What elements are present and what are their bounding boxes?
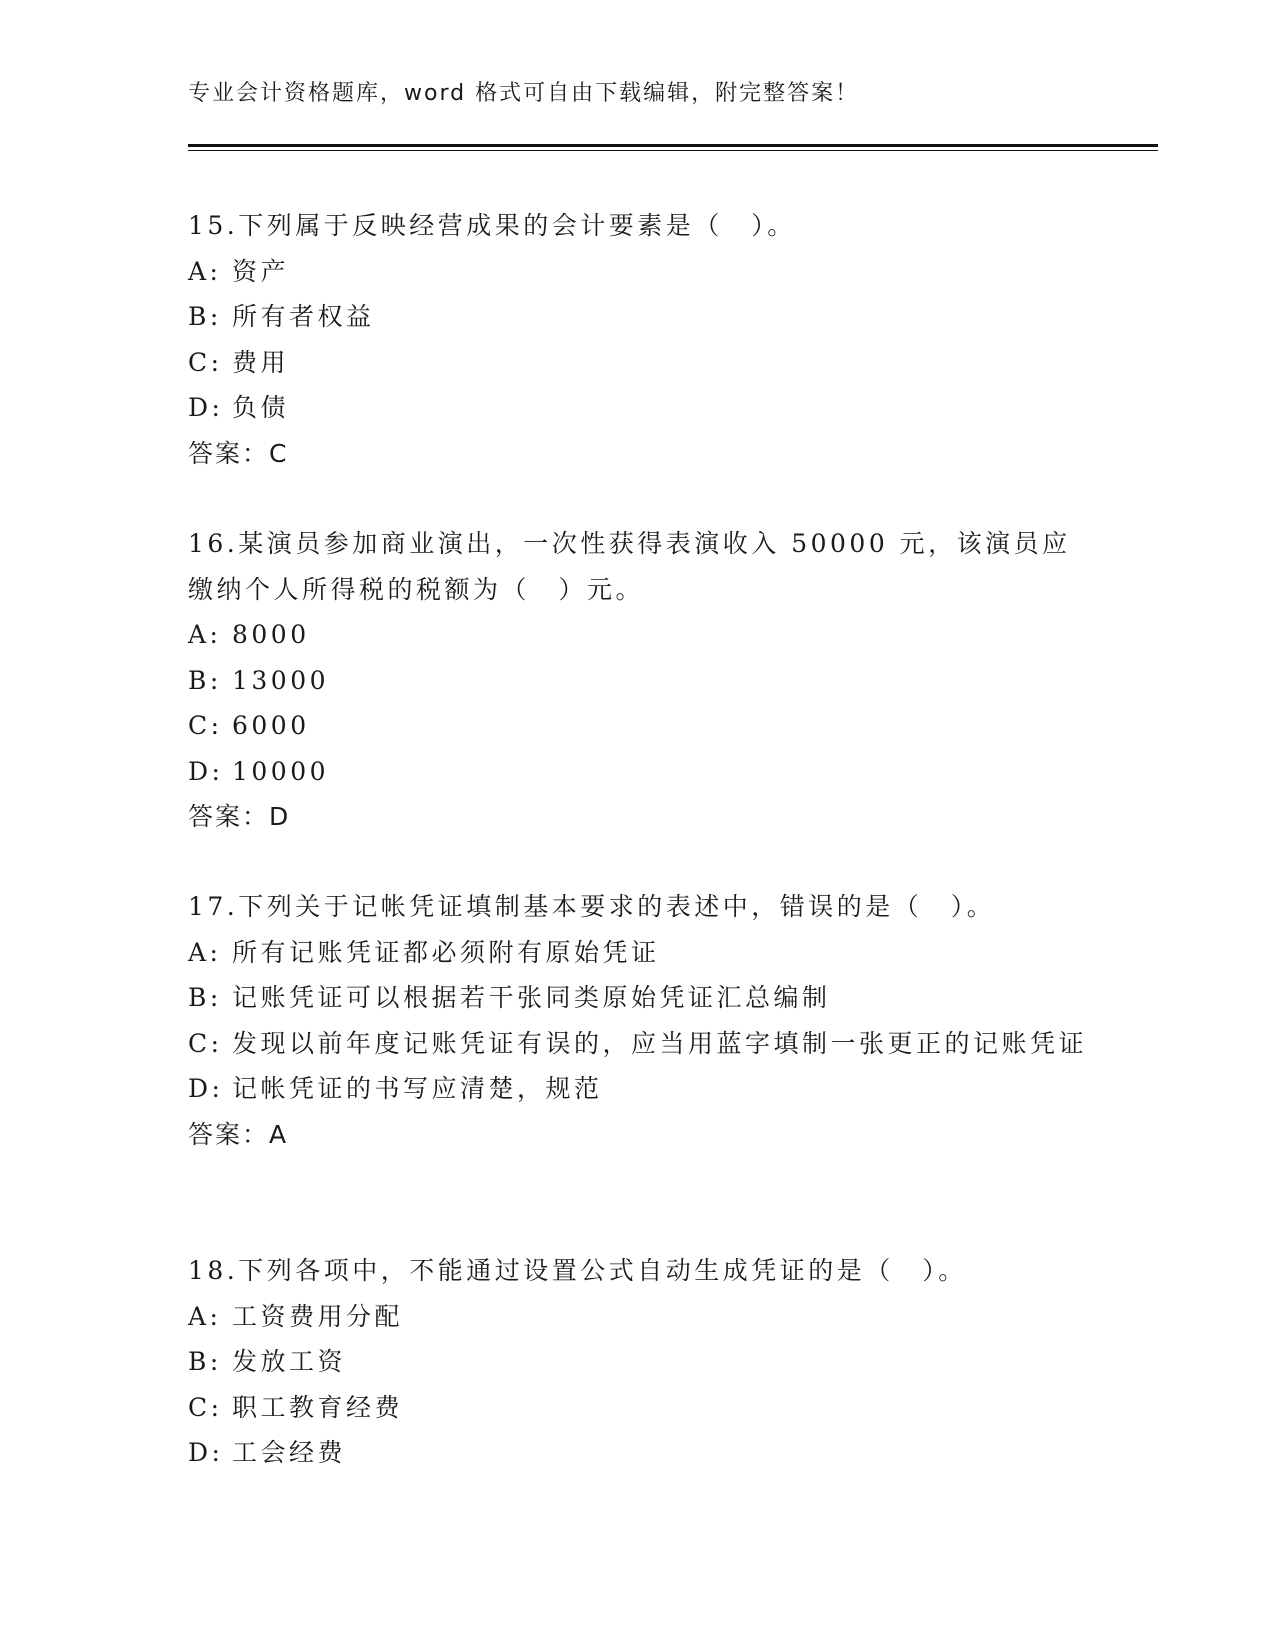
option-letter: C: — [188, 711, 223, 740]
answer-label: 答案：D — [188, 802, 291, 831]
option-letter: D: — [188, 1438, 224, 1467]
option-letter: A: — [188, 256, 222, 286]
option-text: 费用 — [232, 347, 290, 377]
option-letter: A: — [188, 937, 222, 967]
option-b — [188, 658, 1088, 704]
option-text: 资产 — [232, 256, 290, 286]
option-d — [188, 1430, 1088, 1476]
option-b — [188, 975, 1088, 1021]
option-letter: C: — [188, 347, 223, 377]
option-c — [188, 703, 1088, 749]
option-text: 工会经费 — [232, 1438, 347, 1467]
question-stem: 17.下列关于记帐凭证填制基本要求的表述中，错误的是（ ）。 — [188, 892, 996, 921]
option-text: 负债 — [232, 393, 290, 422]
answer-label: 答案：A — [188, 1119, 289, 1149]
option-a — [188, 930, 1088, 976]
option-c — [188, 1021, 1088, 1067]
option-text: 记账凭证可以根据若干张同类原始凭证汇总编制 — [232, 983, 831, 1012]
option-d — [188, 1066, 1088, 1112]
option-text: 8000 — [232, 620, 310, 649]
question-stem: 15.下列属于反映经营成果的会计要素是（ ）。 — [188, 211, 796, 240]
option-letter: C: — [188, 1028, 223, 1058]
question-block — [188, 203, 1088, 476]
option-text: 发现以前年度记账凭证有误的，应当用蓝字填制一张更正的记账凭证 — [232, 1028, 1088, 1058]
option-text: 13000 — [232, 665, 330, 695]
option-c — [188, 1385, 1088, 1431]
question-block — [188, 521, 1088, 840]
option-text: 发放工资 — [232, 1347, 347, 1376]
option-letter: B: — [188, 983, 222, 1012]
option-a — [188, 1294, 1088, 1340]
option-b — [188, 294, 1088, 340]
option-letter: D: — [188, 393, 224, 422]
option-letter: A: — [188, 620, 222, 649]
header-divider — [188, 144, 1158, 151]
option-letter: A: — [188, 1301, 222, 1331]
option-letter: C: — [188, 1392, 223, 1422]
question-block — [188, 1248, 1088, 1476]
option-letter: B: — [188, 665, 222, 695]
option-d — [188, 749, 1088, 795]
option-text: 职工教育经费 — [232, 1392, 404, 1422]
option-letter: D: — [188, 756, 224, 786]
option-letter: B: — [188, 302, 222, 331]
option-text: 记帐凭证的书写应清楚，规范 — [232, 1074, 603, 1103]
option-letter: D: — [188, 1074, 224, 1103]
option-text: 6000 — [232, 711, 310, 740]
option-text: 所有者权益 — [232, 302, 375, 331]
option-a — [188, 612, 1088, 658]
option-text: 工资费用分配 — [232, 1301, 404, 1331]
question-block — [188, 884, 1088, 1157]
option-text: 所有记账凭证都必须附有原始凭证 — [232, 937, 660, 967]
answer-label: 答案：C — [188, 438, 289, 468]
option-a — [188, 249, 1088, 295]
page-header-text: 专业会计资格题库，word 格式可自由下载编辑，附完整答案！ — [188, 81, 860, 106]
option-d — [188, 385, 1088, 431]
option-c — [188, 340, 1088, 386]
question-stem: 16.某演员参加商业演出，一次性获得表演收入 50000 元，该演员应缴纳个人所得税的税额为（ ）元。 — [188, 529, 1071, 604]
option-text: 10000 — [232, 756, 330, 786]
option-b — [188, 1339, 1088, 1385]
question-stem: 18.下列各项中，不能通过设置公式自动生成凭证的是（ ）。 — [188, 1256, 967, 1285]
option-letter: B: — [188, 1347, 222, 1376]
